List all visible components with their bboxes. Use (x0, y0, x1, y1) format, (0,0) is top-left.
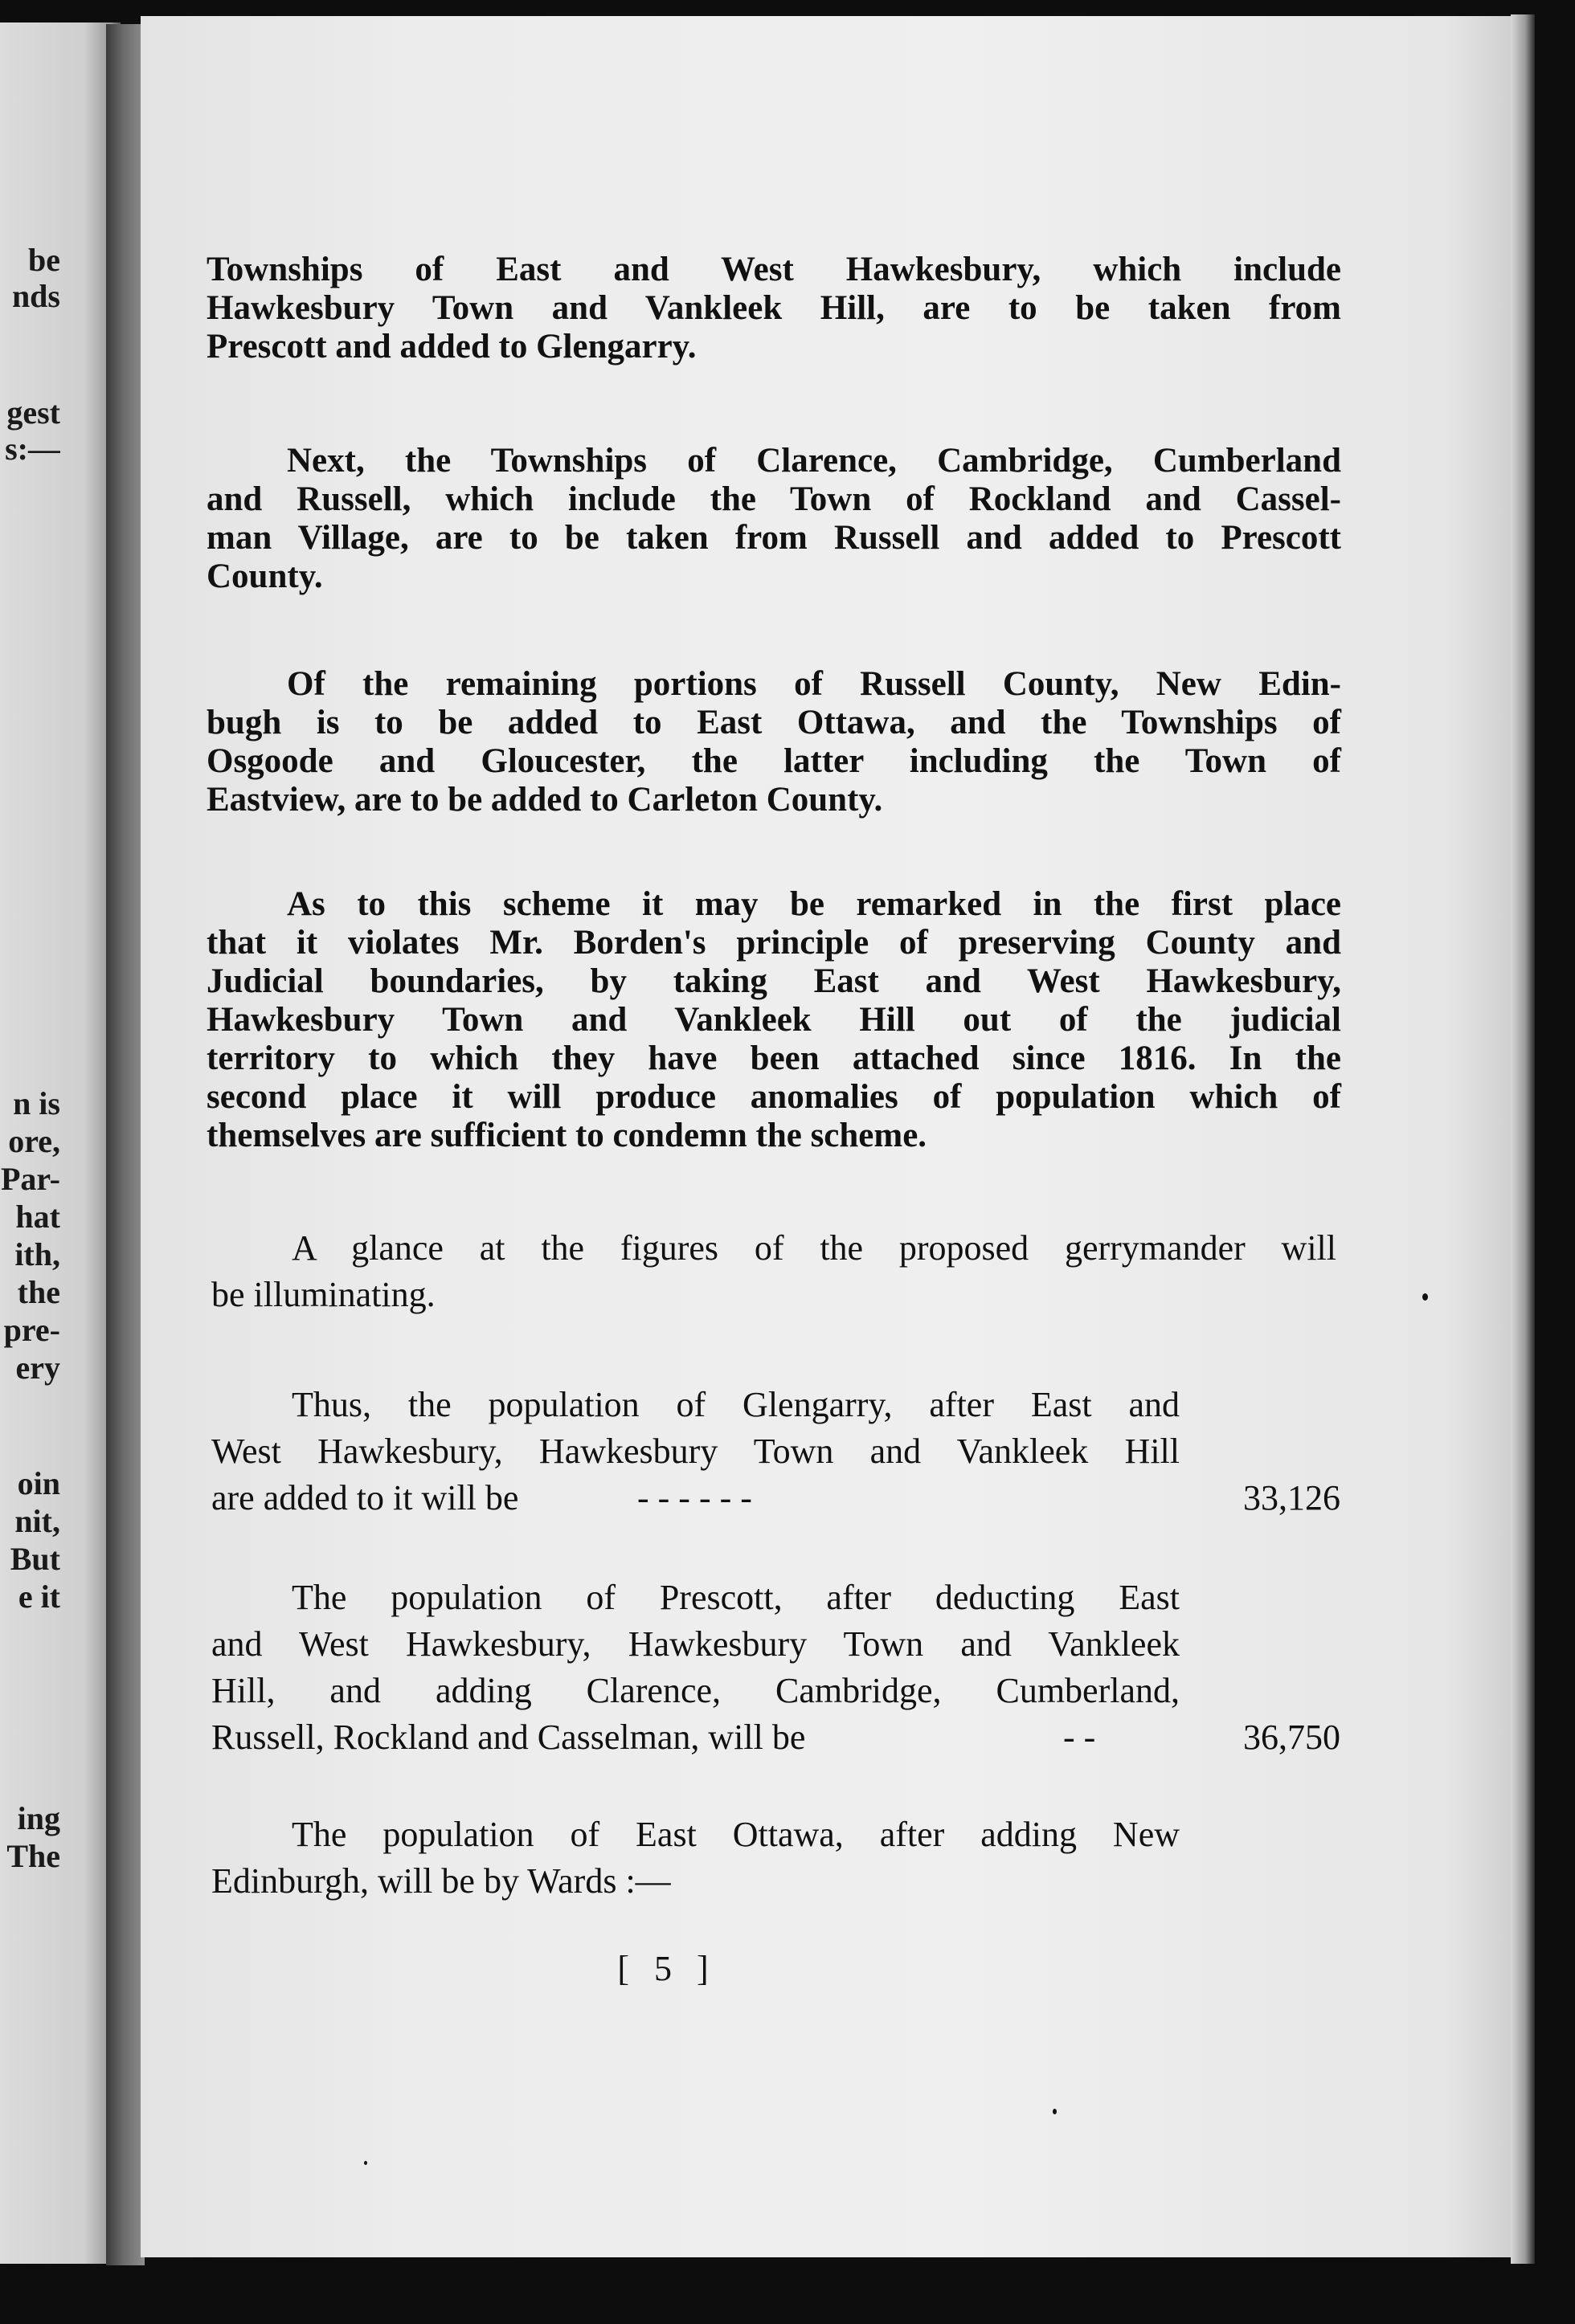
page-edge (1511, 14, 1535, 2264)
page-number: [ 5 ] (617, 1949, 717, 1988)
facing-page-fragment: e it (18, 1579, 60, 1615)
text-line: be illuminating. (211, 1275, 436, 1314)
paragraph-4 (207, 885, 1341, 1155)
text-line: Next, the Townships of Clarence, Cambridge, Cumberland (287, 442, 1341, 480)
paragraph-3 (207, 665, 1341, 819)
facing-page-fragment: nit, (14, 1503, 60, 1539)
facing-page-fragment: gest (6, 394, 60, 431)
text-line: Russell, Rockland and Casselman, will be (211, 1717, 806, 1757)
text-line: second place it will produce anomalies of population which of (207, 1078, 1341, 1116)
text-line: Eastview, are to be added to Carleton County. (207, 781, 883, 819)
text-line: themselves are sufficient to condemn the scheme. (207, 1117, 927, 1154)
paragraph-7 (211, 1575, 1340, 1761)
prescott-population: 36,750 (1243, 1717, 1340, 1757)
text-line: are added to it will be (211, 1478, 519, 1517)
dot-leaders: - - (1063, 1717, 1096, 1757)
paragraph-6 (211, 1382, 1340, 1521)
text-line: Prescott and added to Glengarry. (207, 328, 697, 366)
text-line: Hawkesbury Town and Vankleek Hill out of the judicial (207, 1001, 1341, 1039)
facing-page-fragment: Par- (0, 1161, 60, 1197)
facing-page-fragment: s:— (5, 431, 60, 467)
text-line: bugh is to be added to East Ottawa, and the Townships of (207, 704, 1341, 741)
text-line: that it violates Mr. Borden's principle of preserving County and (207, 924, 1341, 962)
paragraph-5 (211, 1225, 1336, 1318)
text-line: The population of Prescott, after deducting East (292, 1578, 1180, 1617)
print-speck (364, 2161, 367, 2165)
text-line: territory to which they have been attached since 1816. In the (207, 1039, 1341, 1077)
text-line: Of the remaining portions of Russell County, New Edin- (287, 665, 1341, 703)
text-line: and Russell, which include the Town of Rockland and Cassel- (207, 480, 1341, 518)
text-line: A glance at the figures of the proposed gerrymander will (292, 1228, 1336, 1268)
text-line: Townships of East and West Hawkesbury, which include (207, 251, 1341, 288)
binding-gutter (106, 24, 145, 2265)
text-line: Osgoode and Gloucester, the latter including the Town of (207, 742, 1341, 780)
text-line: West Hawkesbury, Hawkesbury Town and Vankleek Hill (211, 1432, 1180, 1471)
facing-page-fragment: The (6, 1838, 60, 1874)
facing-page-fragment: But (10, 1541, 60, 1577)
text-line: Thus, the population of Glengarry, after East and (292, 1385, 1180, 1424)
facing-page-fragment: ore, (8, 1123, 60, 1159)
text-line: man Village, are to be taken from Russell and added to Prescott (207, 519, 1341, 557)
text-line: County. (207, 558, 323, 595)
paragraph-1 (207, 251, 1341, 366)
text-line: Hill, and adding Clarence, Cambridge, Cumberland, (211, 1671, 1180, 1710)
facing-page-fragment: be (28, 242, 60, 278)
print-speck (1422, 1293, 1428, 1301)
text-line: As to this scheme it may be remarked in the first place (287, 885, 1341, 923)
paragraph-2 (207, 442, 1341, 596)
facing-page-fragment: ing (17, 1800, 60, 1836)
text-line: and West Hawkesbury, Hawkesbury Town and Vankleek (211, 1624, 1180, 1664)
print-speck (1053, 2109, 1057, 2114)
text-line: Edinburgh, will be by Wards :— (211, 1861, 671, 1901)
facing-page-fragment: hat (15, 1199, 60, 1235)
document-page (141, 16, 1515, 2257)
text-line: The population of East Ottawa, after adding New (292, 1815, 1180, 1854)
facing-page-fragment: ith, (14, 1236, 60, 1272)
facing-page-fragment: oin (17, 1465, 60, 1501)
facing-page-fragment: nds (11, 278, 60, 314)
text-line: Judicial boundaries, by taking East and West Hawkesbury, (207, 962, 1341, 1000)
facing-page-fragment: ery (15, 1350, 60, 1386)
dot-leaders: - - - - - - (637, 1478, 752, 1517)
facing-page-fragment: n is (13, 1085, 60, 1121)
paragraph-8 (211, 1811, 1180, 1905)
glengarry-population: 33,126 (1243, 1478, 1340, 1517)
text-line: Hawkesbury Town and Vankleek Hill, are to be taken from (207, 289, 1341, 327)
facing-page-fragment: pre- (3, 1312, 60, 1348)
facing-page-fragment: the (17, 1274, 60, 1310)
